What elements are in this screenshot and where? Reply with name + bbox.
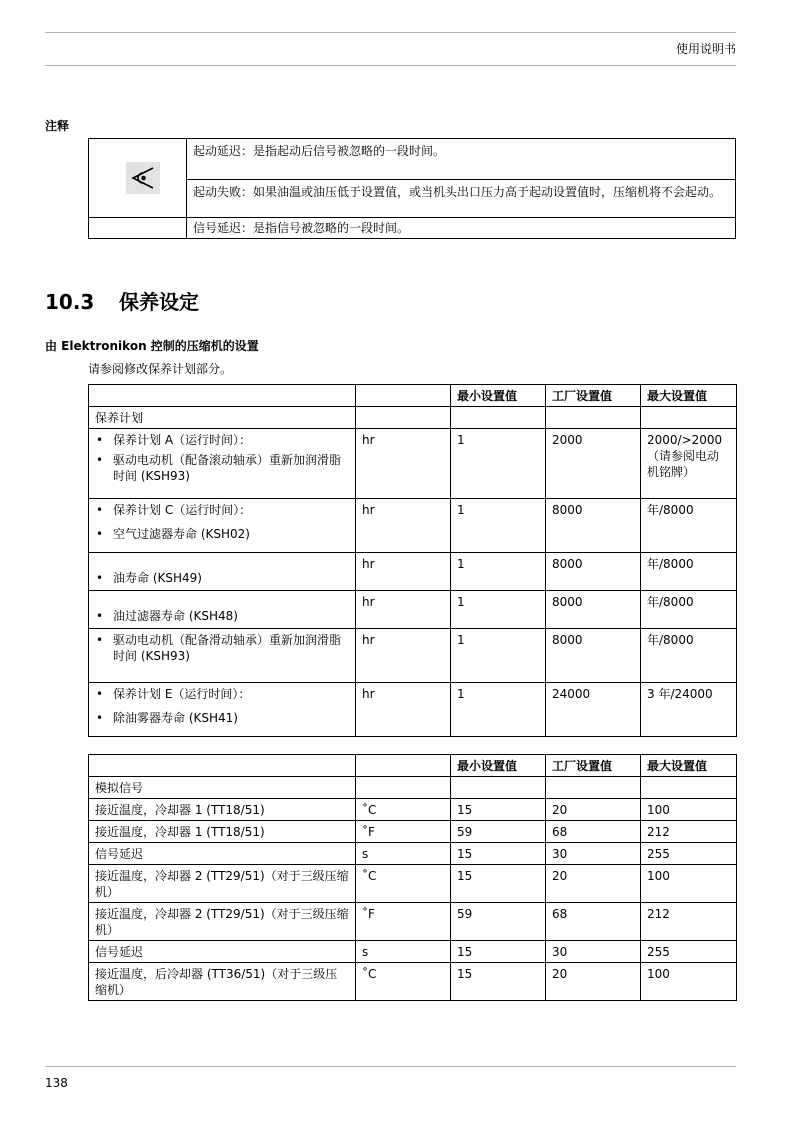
empty-cell — [641, 777, 737, 799]
row-label: 接近温度，冷却器 1 (TT18/51) — [89, 821, 356, 843]
row-label — [89, 499, 356, 553]
min-cell: 1 — [451, 683, 546, 737]
unit-cell: ˚C — [356, 865, 451, 903]
section-heading — [45, 286, 199, 315]
row-label — [89, 683, 356, 737]
table-header-factory: 工厂设置值 — [546, 755, 641, 777]
min-cell: 59 — [451, 821, 546, 843]
analog-signal-table — [88, 754, 737, 1001]
min-cell: 1 — [451, 591, 546, 629]
table-row — [89, 799, 737, 821]
row-label — [89, 429, 356, 499]
document-title: 使用说明书 — [675, 42, 736, 56]
unit-cell: hr — [356, 499, 451, 553]
factory-cell: 8000 — [546, 591, 641, 629]
note-icon-cell — [89, 139, 187, 218]
note-row: 信号延迟：是指信号被忽略的一段时间。 — [187, 218, 736, 239]
empty-cell — [451, 407, 546, 429]
unit-cell: s — [356, 941, 451, 963]
factory-cell: 30 — [546, 941, 641, 963]
table-row — [89, 963, 737, 1001]
unit-cell: hr — [356, 683, 451, 737]
table-row — [89, 591, 737, 629]
intro-text: 请参阅修改保养计划部分。 — [88, 362, 233, 376]
table-row — [89, 821, 737, 843]
table-header-factory: 工厂设置值 — [546, 385, 641, 407]
service-plan-table — [88, 384, 737, 737]
empty-cell — [451, 777, 546, 799]
note-table — [88, 138, 736, 239]
table-row — [89, 843, 737, 865]
list-item: • 驱动电动机（配备滑动轴承）重新加润滑脂时间 (KSH93) — [95, 632, 349, 664]
min-cell: 15 — [451, 963, 546, 1001]
max-cell: 3 年/24000 — [641, 683, 737, 737]
min-cell: 1 — [451, 499, 546, 553]
section-title: 保养设定 — [119, 290, 199, 314]
table-row — [89, 865, 737, 903]
factory-cell: 68 — [546, 903, 641, 941]
list-item: • 空气过滤器寿命 (KSH02) — [95, 526, 349, 542]
table-row — [89, 683, 737, 737]
unit-cell: ˚F — [356, 821, 451, 843]
factory-cell: 8000 — [546, 553, 641, 591]
table-group-label: 保养计划 — [89, 407, 356, 429]
table-row — [89, 553, 737, 591]
max-cell: 年/8000 — [641, 499, 737, 553]
note-empty-cell — [89, 218, 187, 239]
empty-cell — [641, 407, 737, 429]
max-cell: 年/8000 — [641, 629, 737, 683]
factory-cell: 20 — [546, 799, 641, 821]
factory-cell: 24000 — [546, 683, 641, 737]
table-group-label: 模拟信号 — [89, 777, 356, 799]
note-title: 注释 — [45, 119, 70, 133]
empty-cell — [546, 407, 641, 429]
note-row: 起动失败：如果油温或油压低于设置值，或当机头出口压力高于起动设置值时，压缩机将不会起动。 — [187, 180, 736, 218]
unit-cell: ˚C — [356, 963, 451, 1001]
table-header-cell — [356, 385, 451, 407]
list-item: • 驱动电动机（配备滚动轴承）重新加润滑脂时间 (KSH93) — [95, 452, 349, 484]
list-item: • 除油雾器寿命 (KSH41) — [95, 710, 349, 726]
table-header-cell — [89, 385, 356, 407]
header-bottom-rule — [45, 65, 736, 66]
unit-cell: ˚C — [356, 799, 451, 821]
max-cell: 2000/>2000（请参阅电动机铭牌） — [641, 429, 737, 499]
factory-cell: 20 — [546, 865, 641, 903]
empty-cell — [546, 777, 641, 799]
max-cell: 212 — [641, 903, 737, 941]
table-row — [89, 941, 737, 963]
page-number: 138 — [45, 1076, 68, 1090]
row-label: 信号延迟 — [89, 843, 356, 865]
max-cell: 212 — [641, 821, 737, 843]
row-label: 接近温度，冷却器 1 (TT18/51) — [89, 799, 356, 821]
unit-cell: hr — [356, 629, 451, 683]
min-cell: 15 — [451, 941, 546, 963]
unit-cell: hr — [356, 553, 451, 591]
list-item: • 保养计划 A（运行时间）： — [95, 432, 349, 448]
empty-cell — [356, 407, 451, 429]
table-row — [89, 629, 737, 683]
unit-cell: hr — [356, 591, 451, 629]
unit-cell: s — [356, 843, 451, 865]
factory-cell: 8000 — [546, 499, 641, 553]
factory-cell: 30 — [546, 843, 641, 865]
min-cell: 15 — [451, 799, 546, 821]
max-cell: 100 — [641, 865, 737, 903]
row-label — [89, 591, 356, 629]
table-row — [89, 903, 737, 941]
list-item: • 油寿命 (KSH49) — [95, 570, 349, 586]
row-label: 接近温度，冷却器 2 (TT29/51)（对于三级压缩机） — [89, 865, 356, 903]
min-cell: 1 — [451, 629, 546, 683]
row-label: 接近温度，冷却器 2 (TT29/51)（对于三级压缩机） — [89, 903, 356, 941]
row-label — [89, 553, 356, 591]
max-cell: 年/8000 — [641, 591, 737, 629]
footer-rule — [45, 1066, 736, 1067]
header-top-rule — [45, 32, 736, 33]
list-item: • 油过滤器寿命 (KSH48) — [95, 608, 349, 624]
min-cell: 59 — [451, 903, 546, 941]
eye-icon — [126, 162, 160, 194]
factory-cell: 68 — [546, 821, 641, 843]
min-cell: 1 — [451, 429, 546, 499]
table-header-cell — [356, 755, 451, 777]
table-row — [89, 499, 737, 553]
max-cell: 255 — [641, 843, 737, 865]
factory-cell: 2000 — [546, 429, 641, 499]
table-header-max: 最大设置值 — [641, 755, 737, 777]
section-number: 10.3 — [45, 290, 95, 314]
empty-cell — [356, 777, 451, 799]
table-header-min: 最小设置值 — [451, 755, 546, 777]
table-header-min: 最小设置值 — [451, 385, 546, 407]
max-cell: 100 — [641, 799, 737, 821]
max-cell: 年/8000 — [641, 553, 737, 591]
min-cell: 1 — [451, 553, 546, 591]
max-cell: 100 — [641, 963, 737, 1001]
max-cell: 255 — [641, 941, 737, 963]
min-cell: 15 — [451, 843, 546, 865]
table-header-cell — [89, 755, 356, 777]
min-cell: 15 — [451, 865, 546, 903]
factory-cell: 20 — [546, 963, 641, 1001]
row-label: 接近温度，后冷却器 (TT36/51)（对于三级压缩机） — [89, 963, 356, 1001]
table-row — [89, 429, 737, 499]
unit-cell: ˚F — [356, 903, 451, 941]
factory-cell: 8000 — [546, 629, 641, 683]
row-label — [89, 629, 356, 683]
list-item: • 保养计划 C（运行时间）： — [95, 502, 349, 518]
unit-cell: hr — [356, 429, 451, 499]
row-label: 信号延迟 — [89, 941, 356, 963]
list-item: • 保养计划 E（运行时间）： — [95, 686, 349, 702]
table-header-max: 最大设置值 — [641, 385, 737, 407]
subsection-title: 由 Elektronikon 控制的压缩机的设置 — [45, 339, 259, 353]
note-row: 起动延迟：是指起动后信号被忽略的一段时间。 — [187, 139, 736, 180]
